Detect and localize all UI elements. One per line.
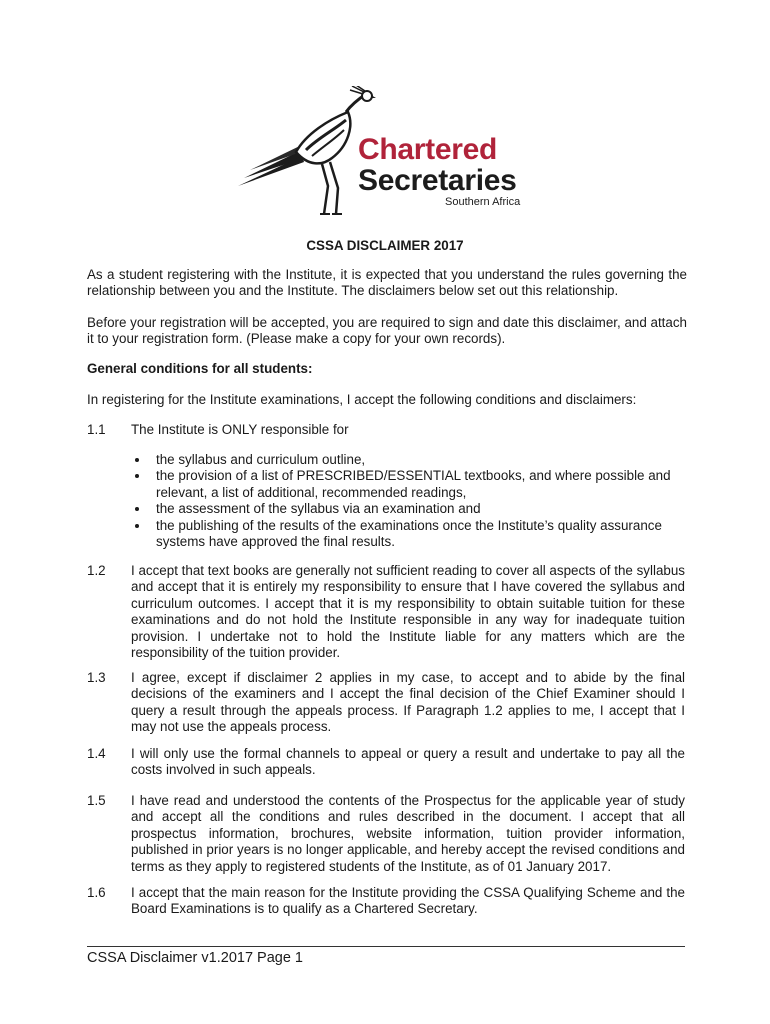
clause-number: 1.6 (87, 885, 106, 900)
intro-paragraph-2: Before your registration will be accepted, you are required to sign and date this disclaimer, and attach it to your registration form. (Please make a copy for your own records). (87, 315, 687, 347)
list-item: the publishing of the results of the examinations once the Institute’s quality assurance systems have approved the final results. (131, 518, 687, 551)
clause-text: The Institute is ONLY responsible for (131, 422, 349, 437)
clause-number: 1.2 (87, 563, 106, 578)
lead-in-paragraph: In registering for the Institute examinations, I accept the following conditions and disclaimers: (87, 392, 637, 407)
clause-text: I accept that the main reason for the Institute providing the CSSA Qualifying Scheme and the Board Examinations is to qualify as a Chartered Secretary. (131, 885, 685, 917)
clause-number: 1.3 (87, 670, 106, 685)
bullet-icon (135, 474, 139, 478)
logo (236, 86, 536, 222)
bullet-icon (135, 458, 139, 462)
clause-text: I agree, except if disclaimer 2 applies in my case, to accept and to abide by the final decisions of the examiners and I accept the final decision of the Chief Examiner should I query a result through the appeals process. If Paragraph 1.2 applies to me, I accept that I may not use the appeals process. (131, 670, 685, 735)
list-item: the syllabus and curriculum outline, (131, 452, 687, 468)
page-footer: CSSA Disclaimer v1.2017 Page 1 (87, 950, 303, 966)
bullet-icon (135, 507, 139, 511)
responsibility-list (131, 452, 687, 550)
clause-number: 1.4 (87, 746, 106, 761)
list-item: the assessment of the syllabus via an examination and (131, 501, 687, 517)
logo-chartered: Chartered (358, 133, 498, 166)
logo-southern-africa: Southern Africa (445, 196, 521, 208)
clause-text: I accept that text books are generally not sufficient reading to cover all aspects of the syllabus and accept that it is entirely my responsibility to ensure that I have covered the syllabus and curriculum outcomes. I accept that it is my responsibility to obtain suitable tuition for these examinations and do not hold the Institute responsible in any way for inadequate tuition provision. I undertake not to hold the Institute liable for any matters which are the responsibility of the tuition provider. (131, 563, 685, 661)
intro-paragraph-1: As a student registering with the Institute, it is expected that you understand the rules governing the relationship between you and the Institute. The disclaimers below set out this relationship. (87, 267, 687, 299)
section-heading: General conditions for all students: (87, 361, 313, 376)
document-title: CSSA DISCLAIMER 2017 (306, 238, 464, 253)
clause-number: 1.5 (87, 793, 106, 808)
secretary-bird-icon (236, 86, 376, 222)
list-item: the provision of a list of PRESCRIBED/ESSENTIAL textbooks, and where possible and relevant, a list of additional, recommended readings, (131, 468, 687, 501)
logo-secretaries: Secretaries (358, 164, 517, 197)
clause-text: I have read and understood the contents of the Prospectus for the applicable year of study and accept all the conditions and rules described in the document. I accept that all prospectus information, brochures, website information, tuition provider information, published in prior years is no longer applicable, and hereby accept the revised conditions and terms as they apply to registered students of the Institute, as of 01 January 2017. (131, 793, 685, 874)
clause-number: 1.1 (87, 422, 106, 437)
bullet-icon (135, 524, 139, 528)
clause-text: I will only use the formal channels to appeal or query a result and undertake to pay all the costs involved in such appeals. (131, 746, 685, 778)
footer-divider (87, 946, 685, 947)
